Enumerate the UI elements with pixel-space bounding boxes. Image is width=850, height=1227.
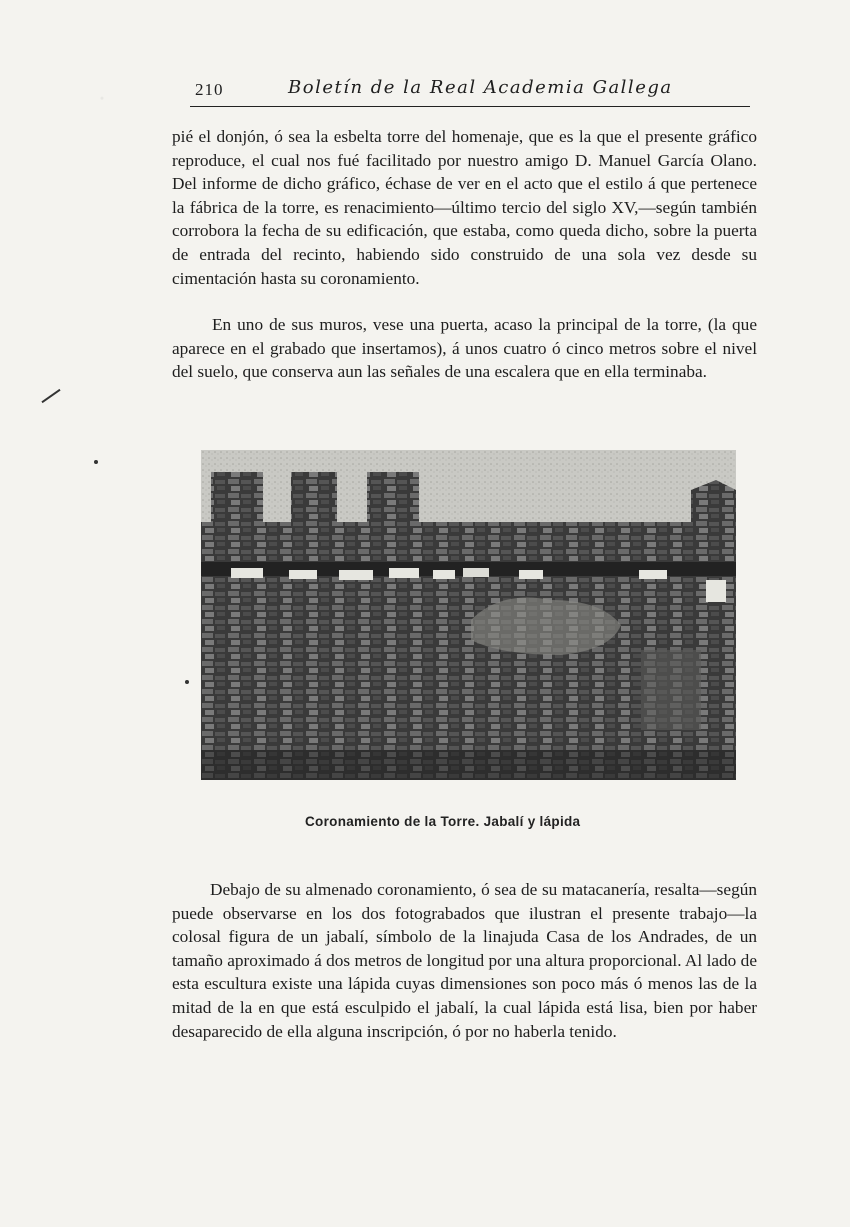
page-number: 210 [195,80,224,99]
paragraph-2: En uno de sus muros, vese una puerta, acaso la principal de la torre, (la que aparece en el grabado que insertamos), á unos cuatro ó cinco metros sobre el nivel del suelo, que conserva aun las señales de una escalera que en ella terminaba. [172,315,757,382]
margin-mark [41,389,60,403]
paragraph-1: pié el donjón, ó sea la esbelta torre del homenaje, que es la que el presente gráfico reproduce, el cual nos fué facilitado por nuestro amigo D. Manuel García Olano. Del informe de dicho gráfico, échase de ver en el acto que el estilo á que pertenece la fábrica de la torre, es renacimiento—último tercio del siglo XV,—según también corrobora la fecha de su edificación, que estaba, como queda dicho, sobre la puerta de entrada del recinto, habiendo sido construido de una sola vez desde su cimentación hasta su coronamiento. [172,127,757,288]
margin-mark [185,680,189,684]
margin-mark [94,460,98,464]
journal-title: Boletín de la Real Academia Gallega [288,77,673,98]
tower-photograph [201,450,736,780]
figure-caption: Coronamiento de la Torre. Jabalí y lápida [305,814,581,829]
running-header [190,76,750,107]
paragraph-3: Debajo de su almenado coronamiento, ó sea de su matacanería, resalta—según puede observarse en los dos fotograbados que ilustran el presente trabajo—la colosal figura de un jabalí, símbolo de la linajuda Casa de los Andrades, de un tamaño aproximado á dos metros de longitud por una altura proporcional. Al lado de esta escultura existe una lápida cuyas dimensiones son poco más ó menos las de la mitad de la en que está esculpido el jabalí, la cual lápida está lisa, bien por haber desaparecido de ella alguna inscripción, ó por no haberla tenido. [172,880,757,1041]
